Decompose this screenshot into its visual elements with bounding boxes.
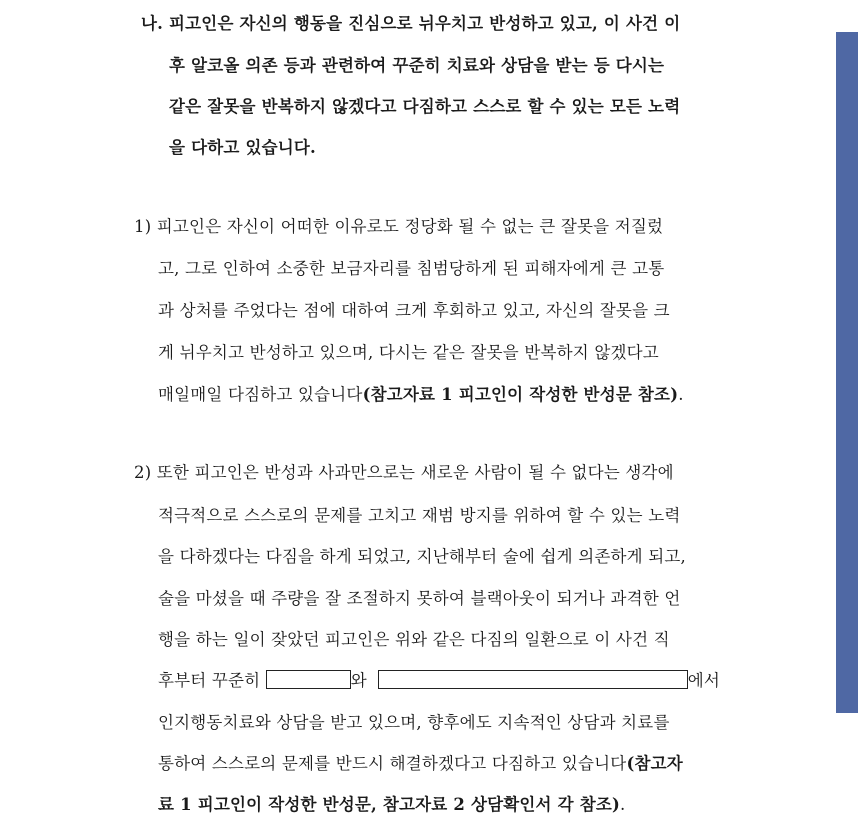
section-na-line-3: 같은 잘못을 반복하지 않겠다고 다짐하고 스스로 할 수 있는 모든 노력: [169, 97, 681, 116]
item1-line-3: 과 상처를 주었다는 점에 대하여 크게 후회하고 있고, 자신의 잘못을 크: [158, 301, 670, 320]
item2-line-6-and: 와: [350, 671, 367, 690]
item1-line-5-text: 매일매일 다짐하고 있습니다: [158, 385, 363, 404]
item2-line-9: [158, 791, 625, 815]
section-na-line-2: 후 알코올 의존 등과 관련하여 꾸준히 치료와 상담을 받는 등 다시는: [169, 56, 665, 75]
item2-line-5: 행을 하는 일이 잦았던 피고인은 위와 같은 다짐의 일환으로 이 사건 직: [158, 630, 670, 649]
item2-line-4: 술을 마셨을 때 주량을 잘 조절하지 못하여 블랙아웃이 되거나 과격한 언: [158, 589, 681, 608]
item2-line-8: [158, 750, 683, 774]
section-na-line-1: 나. 피고인은 자신의 행동을 진심으로 뉘우치고 반성하고 있고, 이 사건 이: [141, 14, 681, 33]
item1-line-2: 고, 그로 인하여 소중한 보금자리를 침범당하게 된 피해자에게 큰 고통: [158, 259, 665, 278]
item2-period: .: [620, 795, 626, 814]
item2-line-7: 인지행동치료와 상담을 받고 있으며, 향후에도 지속적인 상담과 치료를: [158, 713, 670, 732]
item1-line-1: 1) 피고인은 자신이 어떠한 이유로도 정당화 될 수 없는 큰 잘못을 저질렀: [134, 217, 664, 236]
item1-line-5: [158, 381, 684, 405]
redaction-box-1: [266, 670, 351, 689]
margin-color-bar: [836, 32, 858, 713]
item2-reference-start: (참고자: [626, 754, 683, 773]
item2-line-6-start: 후부터 꾸준히: [158, 671, 261, 690]
item1-line-4: 게 뉘우치고 반성하고 있으며, 다시는 같은 잘못을 반복하지 않겠다고: [158, 343, 659, 362]
item2-line-6-end: 에서: [687, 671, 721, 690]
item2-line-8-text: 통하여 스스로의 문제를 반드시 해결하겠다고 다짐하고 있습니다: [158, 754, 627, 773]
section-na-line-4: 을 다하고 있습니다.: [169, 138, 316, 157]
item2-line-1: 2) 또한 피고인은 반성과 사과만으로는 새로운 사람이 될 수 없다는 생각에: [134, 463, 674, 482]
item2-line-2: 적극적으로 스스로의 문제를 고치고 재범 방지를 위하여 할 수 있는 노력: [158, 506, 681, 525]
item1-period: .: [678, 385, 684, 404]
item2-line-3: 을 다하겠다는 다짐을 하게 되었고, 지난해부터 술에 쉽게 의존하게 되고,: [158, 547, 686, 566]
item1-reference: (참고자료 1 피고인이 작성한 반성문 참조): [362, 385, 679, 404]
redaction-box-2: [378, 670, 688, 689]
item2-reference-end: 료 1 피고인이 작성한 반성문, 참고자료 2 상담확인서 각 참조): [158, 795, 621, 814]
item2-line-6: [158, 667, 720, 691]
